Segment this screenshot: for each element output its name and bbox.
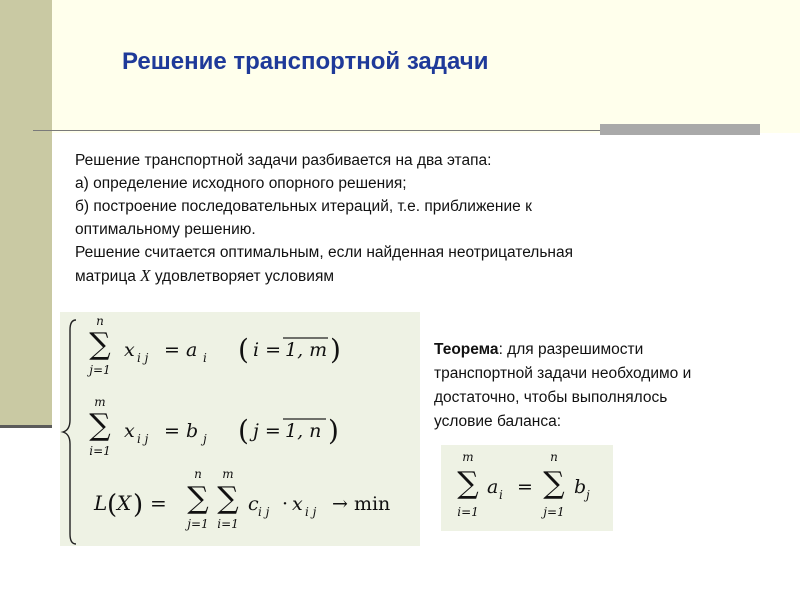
equals-b: = b [164,420,199,442]
subscript: i j [258,505,270,519]
paren-open: ( [238,414,249,447]
sum-lower-limit: i=1 [89,444,111,458]
balance-condition-svg [441,445,613,531]
paren-close: ) [328,414,339,447]
constraint-system-formula [60,312,420,546]
theorem-line: достаточно, чтобы выполнялось [434,389,668,406]
sum-upper-limit: m [222,467,234,481]
sidebar-accent [0,0,52,425]
index-range: 1, n [285,420,322,442]
subscript: i [499,488,503,502]
constraint-system-svg [60,312,420,546]
variable-x: x [292,493,303,515]
curly-brace [63,320,76,544]
sum-upper-limit: n [96,314,104,328]
paren-open: ( [107,490,118,520]
subscript: j [586,488,590,502]
body-line [75,264,675,288]
subscript: i j [137,432,149,446]
variable-x: x [124,339,135,361]
arrow-min: → min [332,493,391,515]
sum-lower-limit: j=1 [543,505,565,519]
sum-symbol: ∑ [543,466,565,501]
sum-upper-limit: n [194,467,202,481]
objective-function-name: L [94,491,108,515]
index-range: 1, m [285,339,328,361]
subscript: i j [137,351,149,365]
sum-symbol: ∑ [89,408,111,443]
body-line: оптимальному решению. [75,221,256,238]
variable-c: c [248,493,259,515]
body-text-segment: матрица [75,268,141,285]
body-line: б) построение последовательных итераций, т.е. приближение к [75,198,532,215]
sum-lower-limit: j=1 [89,363,111,377]
variable-x: x [124,420,135,442]
sum-symbol: ∑ [187,481,209,516]
balance-condition-formula [441,445,613,531]
theorem-line: транспортной задачи необходимо и [434,365,692,382]
theorem-text [434,338,764,434]
paren-open: ( [238,333,249,366]
header-divider-thin [33,130,600,131]
body-line: Решение транспортной задачи разбивается на два этапа: [75,152,492,169]
variable-b: b [574,476,587,498]
header-divider-thick [600,124,760,135]
sum-upper-limit: n [550,450,558,464]
equals-sign: = [150,491,167,515]
subscript: i [203,351,207,365]
theorem-line [434,338,764,362]
sum-upper-limit: m [462,450,474,464]
page-title: Решение транспортной задачи [122,48,489,75]
theorem-label: Теорема [434,341,499,358]
sum-lower-limit: j=1 [187,517,209,531]
sum-lower-limit: i=1 [457,505,479,519]
theorem-text-segment: : для разрешимости [498,341,644,358]
paren-close: ) [330,333,341,366]
index-variable: j = [253,420,281,442]
sum-symbol: ∑ [217,481,239,516]
equals-a: = a [164,339,198,361]
body-text [75,149,675,288]
paren-close: ) [133,490,144,520]
body-line: Решение считается оптимальным, если найденная неотрицательная [75,244,573,261]
sum-symbol: ∑ [457,466,479,501]
index-variable: i = [253,339,282,361]
theorem-line: условие баланса: [434,413,562,430]
sum-lower-limit: i=1 [217,517,239,531]
body-line: а) определение исходного опорного решения; [75,175,407,192]
sum-symbol: ∑ [89,327,111,362]
equals-sign: = [517,476,533,498]
matrix-variable: X [140,266,151,285]
sidebar-divider [0,425,52,428]
variable-a: a [487,476,499,498]
subscript: j [203,432,207,446]
objective-argument: X [117,491,132,515]
body-text-segment: удовлетворяет условиям [150,268,334,285]
subscript: i j [305,505,317,519]
dot-operator: · [282,493,289,515]
sum-upper-limit: m [94,395,106,409]
